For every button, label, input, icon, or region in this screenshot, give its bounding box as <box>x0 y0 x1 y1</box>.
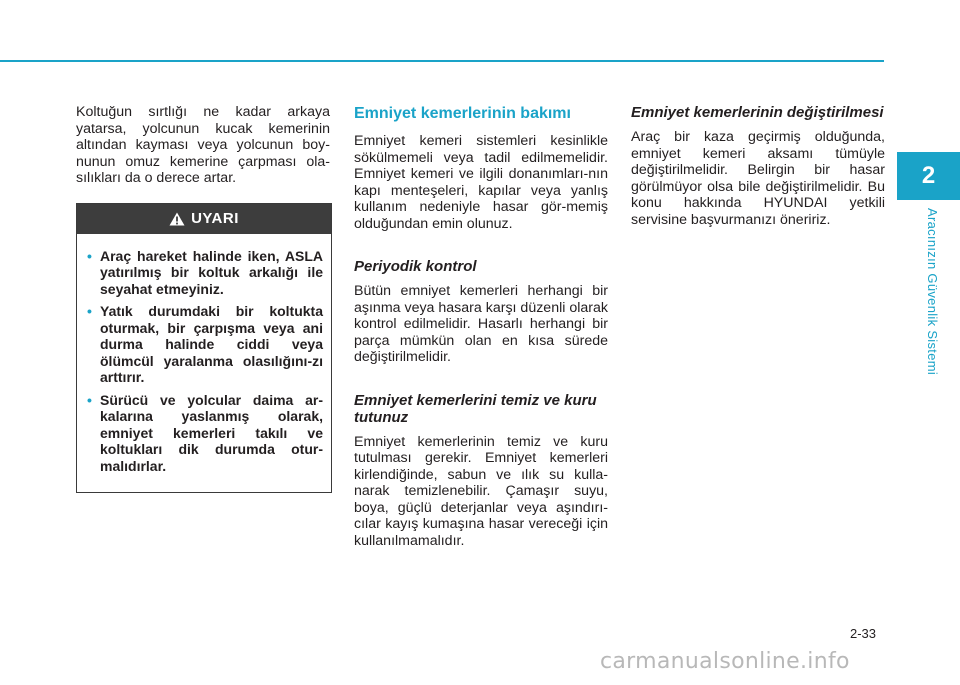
warning-header <box>77 204 331 234</box>
warning-box <box>76 203 332 494</box>
subsection-paragraph-replace: Araç bir kaza geçirmiş olduğunda, emniyet kemeri aksamı tümüyle değiştirilmelidir. Belirgin bir hasar görülmüyor olsa bile değiştirilmelidir. Bu konu hakkında HYUNDAI yetkili servisine başvurmanızı öneririz. <box>631 129 885 228</box>
warning-list <box>77 234 331 493</box>
section-title: Emniyet kemerlerinin bakımı <box>354 105 571 122</box>
bullet-icon: • <box>87 391 92 408</box>
chapter-side-title: Aracınızın Güvenlik Sistemi <box>925 208 940 376</box>
column-middle <box>354 104 608 563</box>
subsection-title-replace: Emniyet kemerlerinin değiştirilmesi <box>631 104 884 121</box>
subsection-title-periodic: Periyodik kontrol <box>354 258 477 275</box>
warning-item: • Yatık durumdaki bir koltukta oturmak, bir çarpışma veya ani durma halinde ciddi veya ölümcül yaralanma olasılığını-zı arttırır. <box>87 303 323 385</box>
top-rule <box>0 60 884 62</box>
warning-triangle-icon <box>169 212 185 226</box>
chapter-tab: 2 <box>897 152 960 200</box>
column-left <box>76 104 330 493</box>
bullet-icon: • <box>87 303 92 319</box>
section-paragraph: Emniyet kemeri sistemleri kesinlikle sökülmemeli veya tadil edilmemelidir. Emniyet kemeri ve ilgili donanımları-nın kapı menteşeleri, kapılar veya yanlış kullanım nedeniyle hasar gör-memiş olduğundan emin olunuz. <box>354 133 608 232</box>
warning-item: • Sürücü ve yolcular daima ar-kalarına yaslanmış olarak, emniyet kemerleri takılı ve koltukları dik durumda otur-malıdırlar. <box>87 391 323 474</box>
page-number: 2-33 <box>850 626 877 641</box>
subsection-paragraph-clean: Emniyet kemerlerinin temiz ve kuru tutulması gerekir. Emniyet kemerleri kirlendiğinde, sabun ve ılık su kulla-narak temizlenebilir. Çamaşır suyu, boya, güçlü deterjanlar veya aşındırı-cılar kayış kumaşına hasar vereceği için kullanılmamalıdır. <box>354 433 608 549</box>
warning-item: • Araç hareket halinde iken, ASLA yatırılmış bir koltuk arkalığı ile seyahat etmeyiniz. <box>87 247 323 297</box>
subsection-paragraph-periodic: Bütün emniyet kemerleri herhangi bir aşınma veya hasara karşı düzenli olarak kontrol edilmelidir. Hasarlı herhangi bir parça mümkün olan en kısa sürede değiştirilmelidir. <box>354 283 608 365</box>
intro-paragraph: Koltuğun sırtlığı ne kadar arkaya yatarsa, yolcunun kucak kemerinin altından kayması veya yolcunun boy-nunun omuz kemerine çarpması ola-sılıkları da o derece artar. <box>76 104 330 186</box>
bullet-icon: • <box>87 247 92 264</box>
watermark: carmanualsonline.info <box>600 649 850 674</box>
subsection-title-clean: Emniyet kemerlerini temiz ve kuru tutunuz <box>354 391 597 426</box>
column-right <box>631 104 885 242</box>
warning-title: UYARI <box>191 210 239 227</box>
